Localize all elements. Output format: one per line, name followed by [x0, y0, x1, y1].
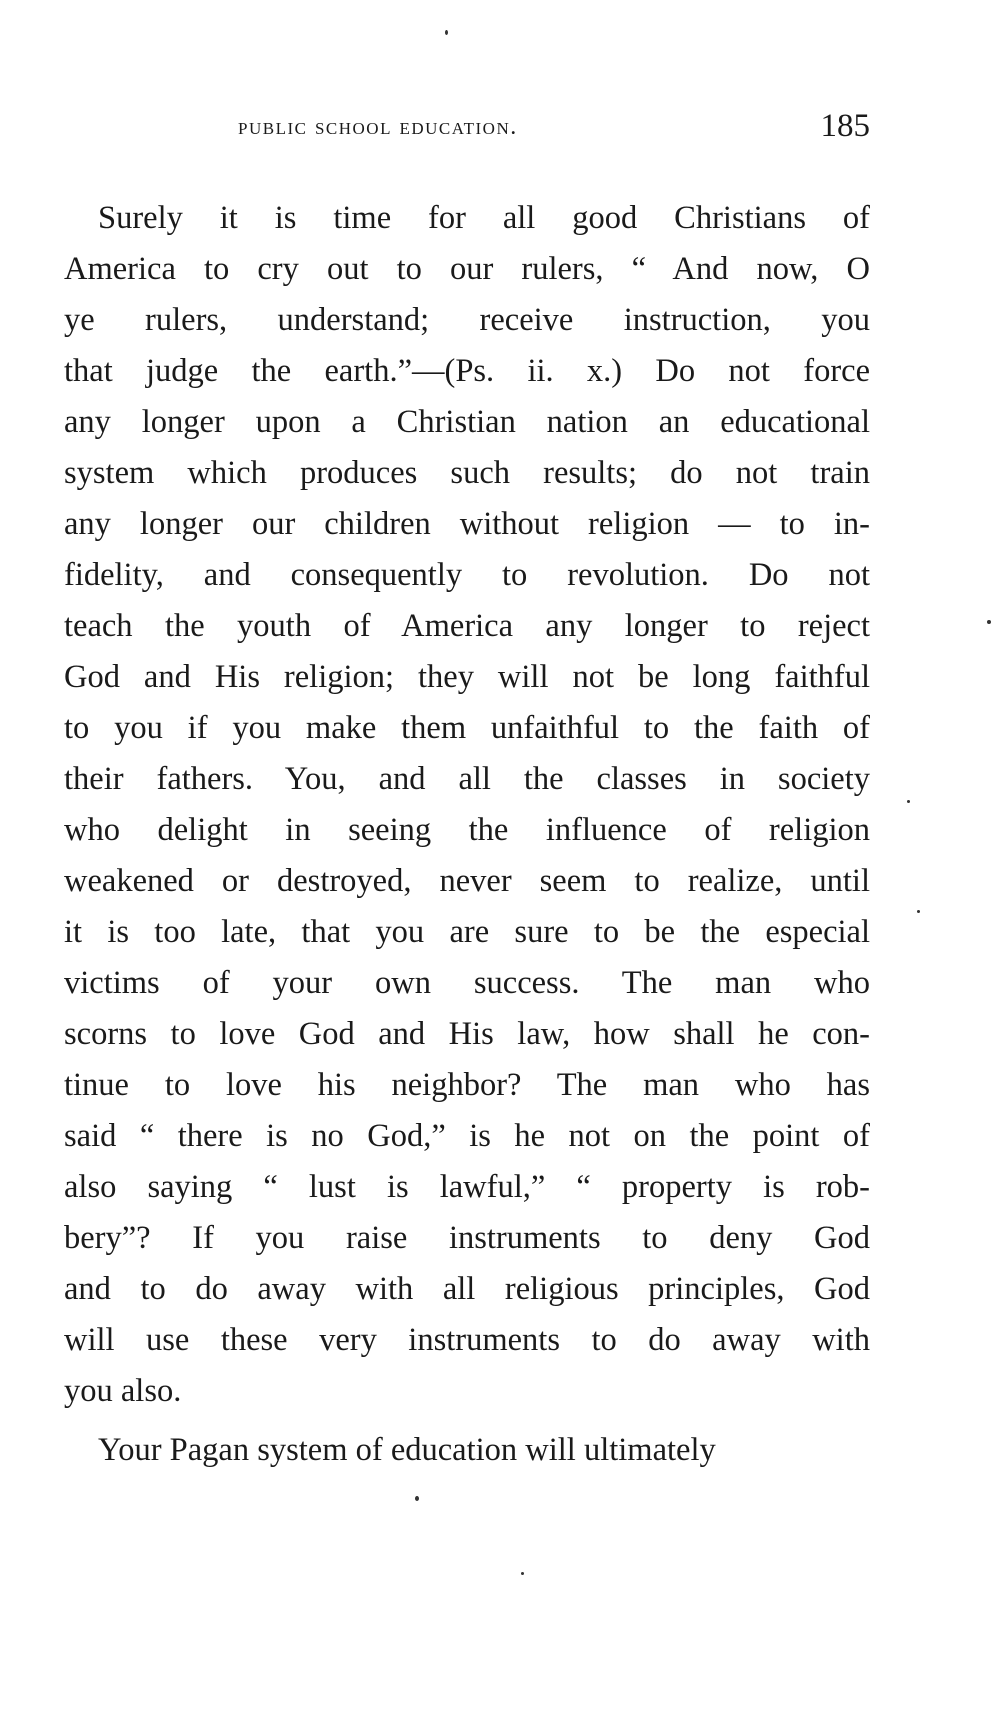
- text-line: their fathers. You, and all the classes in society: [64, 761, 870, 797]
- scan-speck: [987, 620, 991, 624]
- scan-speck: [917, 910, 920, 913]
- text-line: God and His religion; they will not be long faithful: [64, 659, 870, 695]
- text-line: Surely it is time for all good Christians of: [98, 200, 870, 236]
- text-line: weakened or destroyed, never seem to realize, until: [64, 863, 870, 899]
- scan-speck: [521, 1572, 524, 1575]
- text-line: victims of your own success. The man who: [64, 965, 870, 1001]
- scan-speck: [445, 30, 448, 35]
- text-line: teach the youth of America any longer to reject: [64, 608, 870, 644]
- text-line: America to cry out to our rulers, “ And now, O: [64, 251, 870, 287]
- text-line: to you if you make them unfaithful to the faith of: [64, 710, 870, 746]
- page-number: 185: [820, 108, 870, 144]
- text-line: you also.: [64, 1373, 182, 1409]
- text-line: scorns to love God and His law, how shall he con-: [64, 1016, 870, 1052]
- text-line: said “ there is no God,” is he not on the point of: [64, 1118, 870, 1154]
- text-line: fidelity, and consequently to revolution. Do not: [64, 557, 870, 593]
- text-line: tinue to love his neighbor? The man who has: [64, 1067, 870, 1103]
- text-line: bery”? If you raise instruments to deny God: [64, 1220, 870, 1256]
- text-line: and to do away with all religious principles, God: [64, 1271, 870, 1307]
- running-head: [64, 108, 872, 148]
- running-title: public school education.: [238, 114, 518, 140]
- text-line: ye rulers, understand; receive instruction, you: [64, 302, 870, 338]
- scan-speck: [907, 800, 910, 803]
- text-line: will use these very instruments to do away with: [64, 1322, 870, 1358]
- text-line: any longer our children without religion — to in-: [64, 506, 870, 542]
- text-line: that judge the earth.”—(Ps. ii. x.) Do not force: [64, 353, 870, 389]
- text-line: it is too late, that you are sure to be the especial: [64, 914, 870, 950]
- text-line: also saying “ lust is lawful,” “ property is rob-: [64, 1169, 870, 1205]
- text-line: any longer upon a Christian nation an educational: [64, 404, 870, 440]
- body-text: [64, 193, 870, 1476]
- text-line: system which produces such results; do not train: [64, 455, 870, 491]
- text-line: who delight in seeing the influence of religion: [64, 812, 870, 848]
- scan-speck: [415, 1496, 419, 1501]
- text-line: Your Pagan system of education will ultimately: [98, 1432, 716, 1468]
